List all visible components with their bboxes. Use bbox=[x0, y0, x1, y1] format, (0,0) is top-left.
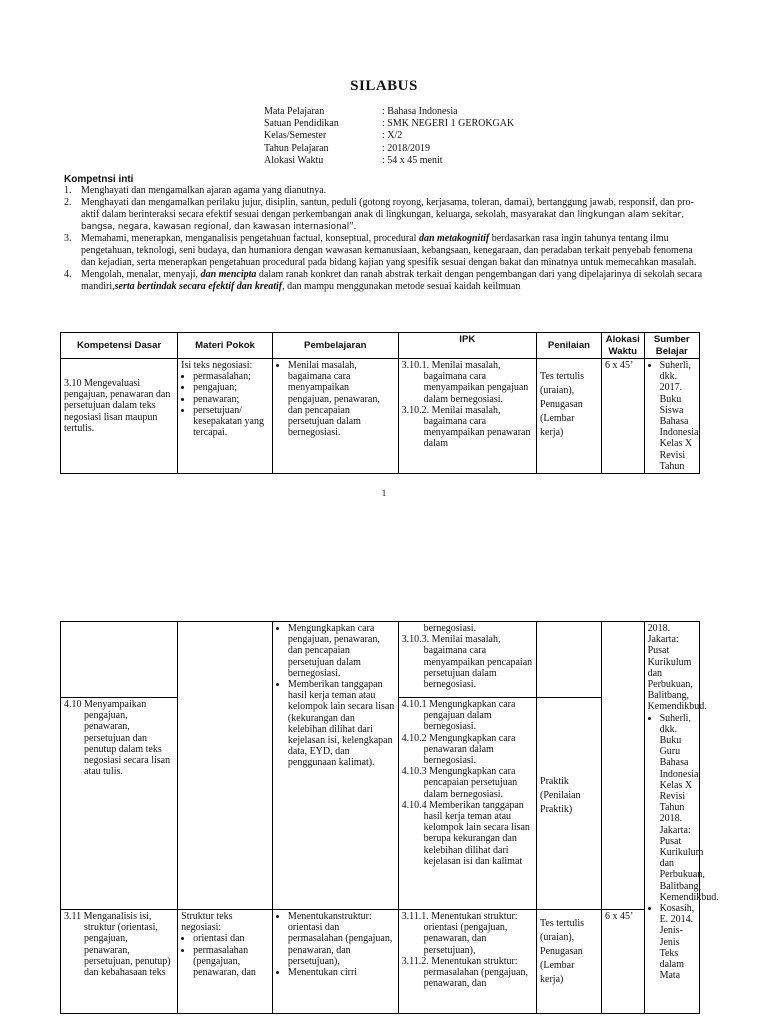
materi-cell: Struktur teks negosiasi: • orientasi dan • permasalahan (pengajuan, penawaran, dan bbox=[178, 910, 273, 1014]
list-item: • Mengungkapkan cara pengajuan, penawaran, dan pencapaian persetujuan dalam bernegosiasi. bbox=[288, 623, 395, 679]
list-item: • Menentukan cirri bbox=[288, 967, 395, 978]
info-row bbox=[264, 130, 514, 142]
materi-cell bbox=[178, 622, 273, 910]
info-value: : 54 x 45 menit bbox=[382, 154, 443, 166]
info-row bbox=[264, 155, 514, 167]
alokasi-cell: 6 x 45’ bbox=[601, 910, 644, 1014]
info-label: Tahun Pelajaran bbox=[264, 142, 329, 154]
header-materi: Materi Pokok bbox=[178, 333, 273, 359]
list-item: • pengajuan; bbox=[193, 382, 269, 393]
list-item: • Suherli, dkk. Buku Guru Bahasa Indonesia Kelas X Revisi Tahun 2018. Jakarta: Pusat Kurikulum dan Perbukuan, Balitbang, Kemendikbud. bbox=[660, 713, 696, 903]
table-row bbox=[61, 910, 700, 1014]
list-item: • orientasi dan bbox=[193, 933, 269, 944]
ki-item: 4. Mengolah, menalar, menyaji, dan mencipta dalam ranah konkret dan ranah abstrak terkait dengan pengembangan dari yang dipelajarinya di sekolah secara mandiri,serta bertindak secara efektif dan kreatif, dan mampu menggunakan metode sesuai kaidah keilmuan bbox=[64, 269, 703, 292]
info-row bbox=[264, 143, 514, 155]
list-item: • Memberikan tanggapan hasil kerja teman atau kelompok lain secara lisan (kekurangan dan kelebihan dilihat dari kejelasan isi, kelengkapan data, EYD, dan penggunaan kalimat). bbox=[288, 679, 395, 769]
ipk-cell: 4.10.1 Mengungkapkan cara pengajuan dalam bernegosiasi. 4.10.2 Mengungkapkan cara penawaran dalam bernegosiasi. 4.10.3 Mengungkapkan cara pencapaian persetujuan dalam bernegosiasi. 4.10.4 Memberikan tanggapan hasil kerja teman atau kelompok lain secara lisan berupa kekurangan dan kelebihan dilihat dari kejelasan isi dan kalimat bbox=[398, 698, 536, 910]
penilaian-cell: Tes tertulis (uraian), Penugasan (Lembar kerja) bbox=[537, 910, 602, 1014]
info-label: Alokasi Waktu bbox=[264, 154, 324, 166]
pembelajaran-cell bbox=[272, 359, 398, 474]
page-number: 1 bbox=[381, 488, 387, 498]
info-label: Mata Pelajaran bbox=[264, 106, 325, 117]
subject-info bbox=[264, 106, 514, 167]
header-sumber: Sumber Belajar bbox=[644, 333, 699, 359]
penilaian-cell: Praktik (Penilaian Praktik) bbox=[537, 698, 602, 910]
list-item: • Suherli, dkk. 2017. Buku Siswa Bahasa Indonesia Kelas X Revisi Tahun bbox=[660, 360, 696, 472]
alokasi-cell bbox=[601, 622, 644, 910]
header-ipk: IPK bbox=[398, 333, 536, 359]
info-row bbox=[264, 106, 514, 118]
ipk-cell: 3.10.1. Menilai masalah, bagaimana cara menyampaikan pengajuan dalam bernegosiasi. 3.10.2. Menilai masalah, bagaimana cara menyampaikan penawaran dalam bbox=[398, 359, 536, 474]
header-alokasi: Alokasi Waktu bbox=[601, 333, 644, 359]
info-label: Satuan Pendidikan bbox=[264, 118, 339, 130]
penilaian-cell: Tes tertulis (uraian), Penugasan (Lembar kerja) bbox=[537, 359, 602, 474]
info-label: Kelas/Semester bbox=[264, 130, 327, 142]
page-1 bbox=[0, 0, 768, 510]
syllabus-table-page-2 bbox=[60, 621, 719, 1014]
list-item: • permasalahan (pengajuan, penawaran, dan bbox=[193, 945, 269, 979]
list-item: • Menilai masalah, bagaimana cara menyampaikan pengajuan, penawaran, dan pencapaian persetujuan dalam bernegosiasi. bbox=[288, 360, 395, 438]
list-item: • penawaran; bbox=[193, 394, 269, 405]
ki-item: 3. Memahami, menerapkan, menganalisis pengetahuan factual, konseptual, procedural dan metakognitif berdasarkan rasa ingin tahunya tentang ilmu pengetahuan, teknologi, seni budaya, dan humaniora dengan wawasan kemanusiaan, kebangsaan, kenegaraan, dan peradaban terkait penyebab fenomena dan kejadian, serta menerapkan pengetahuan procedural pada bidang kajian yang spesifik sesuai dengan bakat dan minatnya untuk memecahkan masalah. bbox=[64, 233, 697, 268]
sumber-cell bbox=[644, 359, 699, 474]
page-title: SILABUS bbox=[350, 78, 418, 94]
header-kd: Kompetensi Dasar bbox=[61, 333, 178, 359]
list-item: • Menentukanstruktur: orientasi dan permasalahan (pengajuan, penawaran, dan persetujuan), bbox=[288, 911, 395, 967]
pembelajaran-cell bbox=[272, 910, 398, 1014]
ki-list bbox=[64, 185, 704, 293]
syllabus-table-page-1 bbox=[60, 332, 700, 474]
info-value: : X/2 bbox=[382, 130, 403, 142]
info-value: : 2018/2019 bbox=[382, 142, 431, 154]
sumber-cell: 2018. Jakarta: Pusat Kurikulum dan Perbukuan, Balitbang, Kemendikbud. • Suherli, dkk. Buku Guru Bahasa Indonesia Kelas X Revisi Tahun 2018. Jakarta: Pusat Kurikulum dan Perbukuan, Balitbang, Kemendikbud. • Kosasih, E. 2014. Jenis-Jenis Teks dalam Mata bbox=[644, 622, 699, 1014]
kd-cell: 4.10 Menyampaikan pengajuan, penawaran, persetujuan dan penutup dalam teks negosiasi secara lisan atau tulis. bbox=[61, 698, 178, 910]
ipk-cell: bernegosiasi. 3.10.3. Menilai masalah, bagaimana cara menyampaikan pencapaian persetujuan dalam bernegosiasi. bbox=[398, 622, 536, 698]
ki-item: 1. Menghayati dan mengamalkan ajaran agama yang dianutnya. bbox=[64, 185, 327, 196]
pembelajaran-cell bbox=[272, 622, 398, 910]
penilaian-cell bbox=[537, 622, 602, 698]
alokasi-cell: 6 x 45’ bbox=[601, 359, 644, 474]
header-penilaian: Penilaian bbox=[537, 333, 602, 359]
ipk-cell: 3.11.1. Menentukan struktur: orientasi (pengajuan, penawaran, dan persetujuan), 3.11.2. Menentukan struktur: permasalahan (pengajuan, penawaran, dan bbox=[398, 910, 536, 1014]
kd-cell: 3.10 Mengevaluasi pengajuan, penawaran dan persetujuan dalam teks negosiasi lisan maupun tertulis. bbox=[61, 359, 178, 474]
list-item: • persetujuan/ kesepakatan yang tercapai. bbox=[193, 405, 269, 439]
info-value: : Bahasa Indonesia bbox=[382, 106, 458, 117]
table-header-row bbox=[61, 333, 700, 359]
kd-cell: 3.11 Menganalisis isi, struktur (orientasi, pengajuan, penawaran, persetujuan, penutup) dan kebahasaan teks bbox=[61, 910, 178, 1014]
info-row bbox=[264, 118, 514, 130]
materi-cell: Isi teks negosiasi: • permasalahan; • pengajuan; • penawaran; • persetujuan/ kesepakatan yang tercapai. bbox=[178, 359, 273, 474]
kd-cell bbox=[61, 622, 178, 698]
list-item: • permasalahan; bbox=[193, 371, 269, 382]
ki-heading: Kompetnsi inti bbox=[64, 174, 134, 185]
list-item: • Kosasih, E. 2014. Jenis-Jenis Teks dalam Mata bbox=[660, 903, 696, 981]
info-value: : SMK NEGERI 1 GEROKGAK bbox=[382, 118, 515, 130]
table-row bbox=[61, 359, 700, 474]
header-pembelajaran: Pembelajaran bbox=[272, 333, 398, 359]
ki-item: 2. Menghayati dan mengamalkan perilaku jujur, disiplin, santun, peduli (gotong royong, kerjasama, toleran, damai), bertanggung jawab, responsif, dan pro-aktif dalam berinteraksi secara efektif sesuai dengan perkembangan anak di lingkungan, keluarga, sekolah, masyarakat dan lingkungan alam sekitar, bangsa, negara, kawasan regional, dan kawasan internasional”. bbox=[64, 197, 694, 232]
page-2 bbox=[0, 612, 768, 1024]
table-row bbox=[61, 622, 700, 698]
